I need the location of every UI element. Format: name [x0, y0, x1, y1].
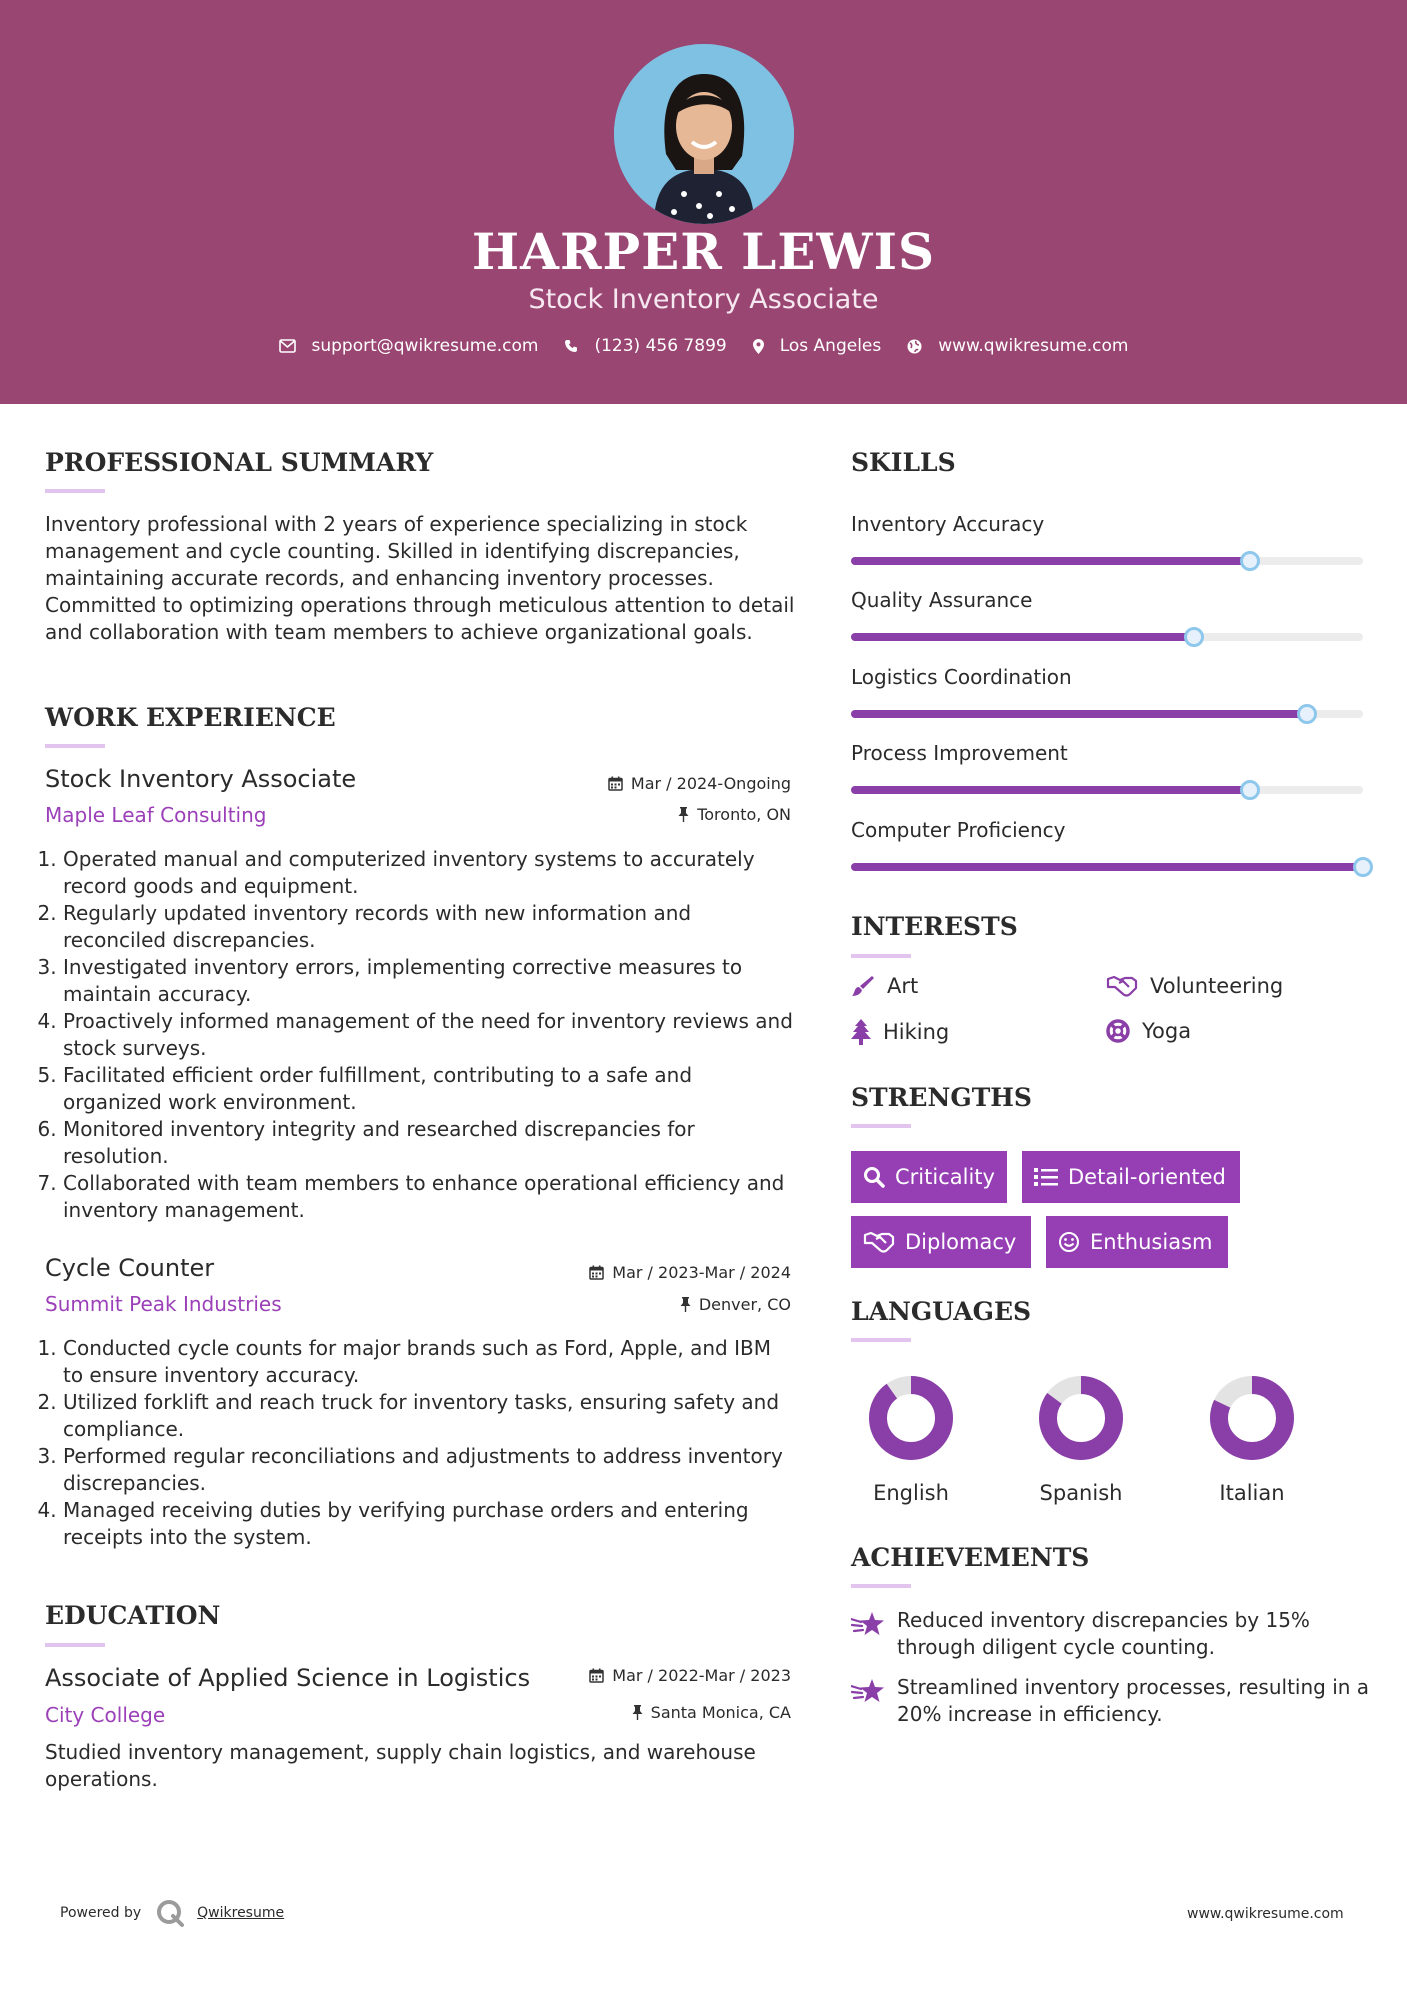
skill-bar-fill — [851, 710, 1307, 718]
interest-item-yoga — [1106, 1019, 1191, 1043]
skill-label: Quality Assurance — [851, 588, 1033, 612]
skill-bar — [851, 786, 1363, 794]
job-company: Maple Leaf Consulting — [45, 803, 267, 827]
footer-website[interactable]: www.qwikresume.com — [1187, 1906, 1344, 1922]
list-item: 1. Operated manual and computerized inventory systems to accurately record goods and equipment. — [63, 846, 797, 900]
job-location — [678, 805, 791, 824]
strength-chip-criticality — [851, 1151, 1007, 1203]
job-date-text: Mar / 2024-Ongoing — [630, 774, 791, 793]
interest-item-volunteering — [1106, 974, 1283, 998]
contact-phone-text: (123) 456 7899 — [594, 336, 727, 356]
education-heading-underline — [45, 1643, 105, 1647]
strengths-heading-underline — [851, 1124, 911, 1128]
achievements-heading-underline — [851, 1584, 911, 1588]
shooting-star-icon — [851, 1611, 885, 1637]
contact-location — [753, 336, 882, 356]
language-name: English — [873, 1481, 949, 1505]
pushpin-icon — [680, 1297, 691, 1312]
calendar-icon — [589, 1668, 604, 1683]
interest-label: Volunteering — [1150, 974, 1284, 998]
interest-label: Hiking — [883, 1020, 950, 1044]
search-icon — [863, 1166, 885, 1188]
job-responsibilities — [45, 1335, 797, 1551]
summary-text: Inventory professional with 2 years of experience specializing in stock management and cycle counting. Skilled in identifying discrepancies, maintaining accurate records, and enhancing inventory processes. Committed to optimizing operations through meticulous attention to detail and collaboration with team members to achieve organizational goals. — [45, 512, 795, 644]
strength-label: Detail-oriented — [1068, 1165, 1226, 1189]
smile-icon — [1058, 1231, 1080, 1253]
profile-photo — [614, 44, 794, 224]
language-donut — [866, 1373, 956, 1463]
calendar-icon — [589, 1265, 604, 1280]
strength-chip-detail-oriented — [1022, 1151, 1240, 1203]
tree-icon — [851, 1019, 871, 1045]
contact-bar — [0, 336, 1407, 356]
interests-heading-underline — [851, 954, 911, 958]
skill-bar-fill — [851, 557, 1250, 565]
resume-header — [0, 0, 1407, 404]
skill-bar-fill — [851, 786, 1250, 794]
achievement-item — [851, 1607, 1371, 1661]
list-item: 4. Managed receiving duties by verifying purchase orders and entering receipts into the system. — [63, 1497, 797, 1551]
shooting-star-icon — [851, 1678, 885, 1704]
job-location-text: Denver, CO — [698, 1295, 791, 1314]
language-donut-arc — [878, 1385, 944, 1451]
language-donut — [1036, 1373, 1126, 1463]
summary-heading-underline — [45, 489, 105, 493]
education-degree: Associate of Applied Science in Logistics — [45, 1664, 531, 1692]
skill-bar — [851, 710, 1363, 718]
powered-by-text: Powered by — [60, 1905, 142, 1921]
handshake-icon — [1106, 975, 1138, 997]
contact-phone[interactable] — [564, 336, 726, 356]
education-heading: EDUCATION — [45, 1601, 221, 1630]
calendar-icon — [608, 776, 623, 791]
qwikresume-logo-icon — [155, 1898, 185, 1928]
skills-heading: SKILLS — [851, 448, 956, 477]
skill-bar-knob — [1240, 780, 1260, 800]
candidate-name: HARPER LEWIS — [471, 222, 936, 281]
education-description: Studied inventory management, supply chain logistics, and warehouse operations. — [45, 1740, 756, 1791]
education-location-text: Santa Monica, CA — [650, 1703, 791, 1722]
strength-label: Diplomacy — [905, 1230, 1017, 1254]
list-item: 3. Performed regular reconciliations and adjustments to address inventory discrepancies. — [63, 1443, 797, 1497]
interest-label: Art — [887, 974, 919, 998]
language-name: Spanish — [1039, 1481, 1123, 1505]
skill-bar — [851, 863, 1363, 871]
strength-chip-diplomacy — [851, 1216, 1031, 1268]
interests-heading: INTERESTS — [851, 912, 1018, 941]
lifering-icon — [1106, 1019, 1130, 1043]
experience-heading-underline — [45, 744, 105, 748]
brush-icon — [851, 974, 875, 998]
list-icon — [1034, 1167, 1058, 1187]
pushpin-icon — [678, 807, 689, 822]
list-item: 7. Collaborated with team members to enhance operational efficiency and inventory management. — [63, 1170, 797, 1224]
list-item: 2. Regularly updated inventory records with new information and reconciled discrepancies. — [63, 900, 797, 954]
skill-bar-fill — [851, 863, 1363, 871]
skill-label: Computer Proficiency — [851, 818, 1066, 842]
contact-email[interactable] — [279, 336, 539, 356]
languages-heading-underline — [851, 1338, 911, 1342]
pushpin-icon — [632, 1705, 643, 1720]
contact-location-text: Los Angeles — [779, 336, 882, 356]
list-item: 2. Utilized forklift and reach truck for inventory tasks, ensuring safety and compliance. — [63, 1389, 797, 1443]
language-item — [831, 1373, 991, 1505]
list-item: 3. Investigated inventory errors, implementing corrective measures to maintain accuracy. — [63, 954, 797, 1008]
job-location — [680, 1295, 791, 1314]
strength-chip-enthusiasm — [1046, 1216, 1228, 1268]
education-school: City College — [45, 1703, 166, 1727]
contact-email-text: support@qwikresume.com — [311, 336, 539, 356]
job-company: Summit Peak Industries — [45, 1292, 282, 1316]
contact-website[interactable] — [907, 336, 1128, 356]
globe-icon — [907, 339, 922, 354]
strengths-heading: STRENGTHS — [851, 1083, 1032, 1112]
handshake-icon — [863, 1231, 895, 1253]
experience-heading: WORK EXPERIENCE — [45, 703, 336, 732]
candidate-role: Stock Inventory Associate — [528, 284, 879, 315]
skill-bar — [851, 633, 1363, 641]
language-name: Italian — [1219, 1481, 1285, 1505]
skill-label: Logistics Coordination — [851, 665, 1072, 689]
achievement-text: Reduced inventory discrepancies by 15% through diligent cycle counting. — [897, 1608, 1310, 1659]
skill-label: Inventory Accuracy — [851, 512, 1045, 536]
summary-heading: PROFESSIONAL SUMMARY — [45, 448, 434, 477]
job-responsibilities — [45, 846, 797, 1224]
skill-bar — [851, 557, 1363, 565]
skill-bar-fill — [851, 633, 1194, 641]
language-item — [1172, 1373, 1332, 1505]
envelope-icon — [279, 339, 296, 353]
list-item: 4. Proactively informed management of the need for inventory reviews and stock surveys. — [63, 1008, 797, 1062]
languages-heading: LANGUAGES — [851, 1297, 1032, 1326]
interest-item-art — [851, 974, 918, 998]
strength-label: Enthusiasm — [1090, 1230, 1213, 1254]
achievement-item — [851, 1674, 1371, 1728]
job-date — [589, 1263, 791, 1282]
job-title: Cycle Counter — [45, 1254, 215, 1282]
job-location-text: Toronto, ON — [697, 805, 791, 824]
education-location — [632, 1703, 791, 1722]
skill-bar-knob — [1240, 551, 1260, 571]
achievements-heading: ACHIEVEMENTS — [851, 1543, 1090, 1572]
skill-bar-knob — [1353, 857, 1373, 877]
job-title: Stock Inventory Associate — [45, 765, 357, 793]
language-donut — [1207, 1373, 1297, 1463]
list-item: 5. Facilitated efficient order fulfillment, contributing to a safe and organized work environment. — [63, 1062, 797, 1116]
job-date-text: Mar / 2023-Mar / 2024 — [612, 1263, 791, 1282]
interest-label: Yoga — [1142, 1019, 1192, 1043]
skill-bar-knob — [1184, 627, 1204, 647]
map-pin-icon — [753, 339, 764, 354]
achievement-text: Streamlined inventory processes, resulting in a 20% increase in efficiency. — [897, 1675, 1370, 1726]
footer-branding — [60, 1898, 284, 1928]
job-date — [608, 774, 791, 793]
strength-label: Criticality — [895, 1165, 995, 1189]
skill-label: Process Improvement — [851, 741, 1068, 765]
language-item — [1001, 1373, 1161, 1505]
skill-bar-knob — [1297, 704, 1317, 724]
list-item: 1. Conducted cycle counts for major brands such as Ford, Apple, and IBM to ensure inventory accuracy. — [63, 1335, 797, 1389]
list-item: 6. Monitored inventory integrity and researched discrepancies for resolution. — [63, 1116, 797, 1170]
education-date-text: Mar / 2022-Mar / 2023 — [612, 1666, 791, 1685]
education-date — [589, 1666, 791, 1685]
interest-item-hiking — [851, 1019, 949, 1045]
brand-link[interactable]: Qwikresume — [197, 1905, 285, 1921]
contact-website-text: www.qwikresume.com — [938, 336, 1129, 356]
phone-icon — [564, 339, 578, 353]
